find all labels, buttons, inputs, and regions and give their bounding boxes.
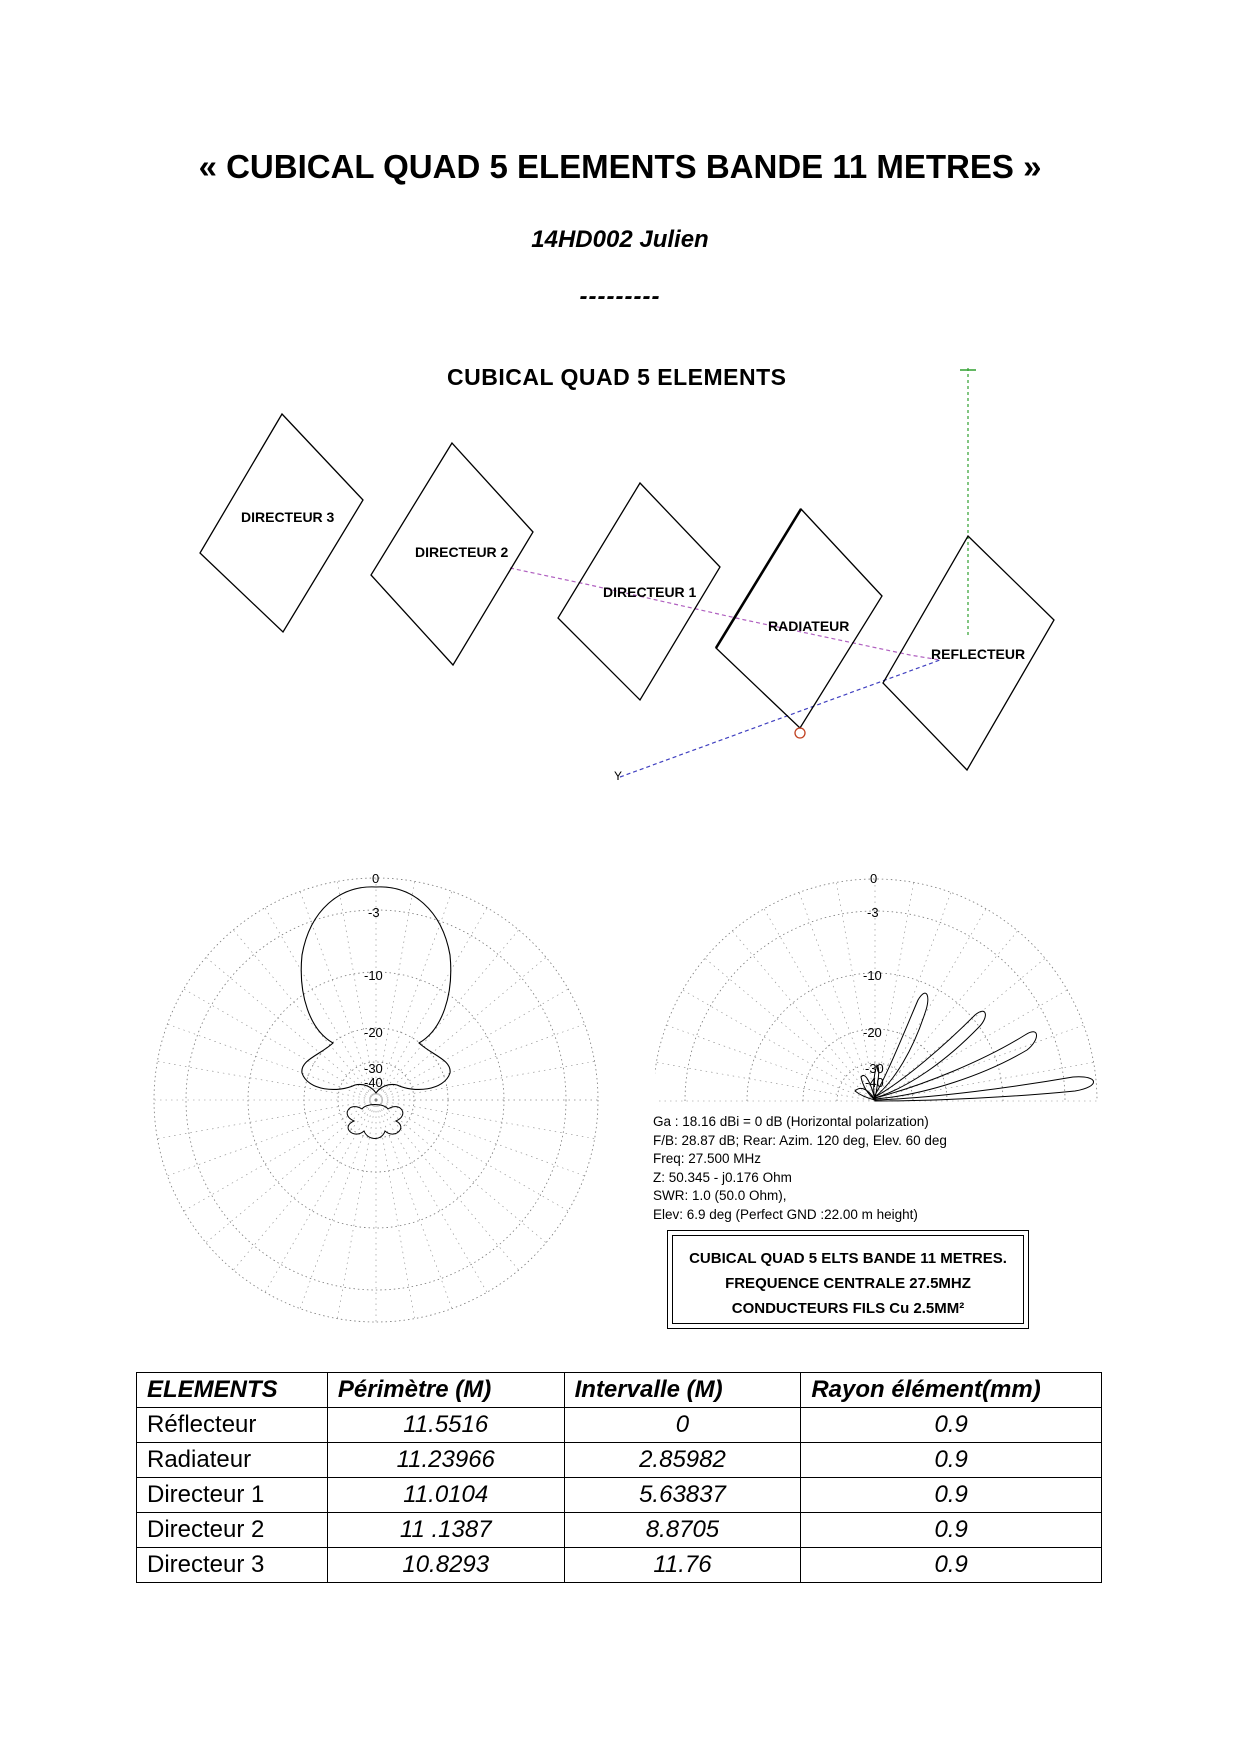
grid-spoke — [376, 989, 568, 1100]
azimuth-polar-plot — [150, 865, 610, 1335]
el-tick-0: 0 — [870, 871, 878, 886]
grid-spoke — [233, 930, 376, 1100]
table-header-row — [137, 1373, 1102, 1408]
boom-line — [510, 568, 940, 660]
caption-line-2: FREQUENCE CENTRALE 27.5MHZ — [725, 1275, 971, 1292]
directeur3-label: DIRECTEUR 3 — [241, 509, 335, 525]
directeur1-label: DIRECTEUR 1 — [603, 584, 697, 600]
az-tick-30: -30 — [364, 1061, 383, 1076]
table-row — [137, 1443, 1102, 1478]
elevation-lobe-2 — [875, 1032, 1037, 1099]
caption-box — [667, 1230, 1029, 1329]
info-front-back: F/B: 28.87 dB; Rear: Azim. 120 deg, Elev. 60 deg — [653, 1132, 947, 1148]
caption-line-1: CUBICAL QUAD 5 ELTS BANDE 11 METRES. — [689, 1250, 1007, 1267]
cell-intervalle: 5.63837 — [564, 1478, 801, 1513]
antenna-diagram — [0, 0, 1240, 800]
cell-rayon: 0.9 — [801, 1478, 1102, 1513]
title-separator: --------- — [579, 283, 661, 310]
grid-spoke — [875, 892, 951, 1101]
grid-spoke — [376, 1100, 487, 1292]
grid-spoke — [376, 1061, 595, 1100]
grid-spoke — [666, 1025, 875, 1101]
cell-element: Directeur 1 — [137, 1478, 328, 1513]
cell-perimetre: 11 .1387 — [327, 1513, 564, 1548]
caption-box-inner — [672, 1235, 1024, 1324]
document-title: « CUBICAL QUAD 5 ELEMENTS BANDE 11 METRES » — [198, 148, 1042, 185]
azimuth-grid — [154, 878, 598, 1322]
grid-spoke — [184, 989, 376, 1100]
grid-spoke — [705, 958, 875, 1101]
grid-spoke — [376, 1100, 415, 1319]
el-tick-40: -40 — [865, 1075, 884, 1090]
el-tick-30: -30 — [865, 1061, 884, 1076]
grid-spoke — [157, 1061, 376, 1100]
grid-spoke — [656, 1062, 875, 1101]
az-tick-20: -20 — [364, 1025, 383, 1040]
cell-perimetre: 11.23966 — [327, 1443, 564, 1478]
caption-line-3: CONDUCTEURS FILS Cu 2.5MM² — [731, 1300, 965, 1317]
directeur2-label: DIRECTEUR 2 — [415, 544, 509, 560]
grid-spoke — [875, 931, 1018, 1101]
reflecteur-label: REFLECTEUR — [931, 646, 1026, 662]
table-row — [137, 1478, 1102, 1513]
grid-spoke — [376, 1100, 546, 1243]
diagram-title: CUBICAL QUAD 5 ELEMENTS — [447, 364, 787, 390]
elevation-polar-plot — [655, 865, 1105, 1115]
cell-intervalle: 11.76 — [564, 1548, 801, 1583]
header-perimetre: Périmètre (M) — [327, 1373, 564, 1408]
info-swr: SWR: 1.0 (50.0 Ohm), — [653, 1188, 787, 1203]
az-tick-0: 0 — [372, 871, 380, 886]
grid-spoke — [376, 1100, 585, 1176]
table-row — [137, 1548, 1102, 1583]
header-rayon: Rayon élément(mm) — [801, 1373, 1102, 1408]
y-axis-label: Y — [614, 769, 623, 783]
simulation-info — [653, 1113, 947, 1224]
cell-rayon: 0.9 — [801, 1513, 1102, 1548]
grid-spoke — [875, 909, 986, 1101]
cell-perimetre: 10.8293 — [327, 1548, 564, 1583]
cell-element: Directeur 2 — [137, 1513, 328, 1548]
grid-spoke — [875, 990, 1067, 1101]
y-axis-line — [620, 660, 940, 777]
cell-element: Radiateur — [137, 1443, 328, 1478]
cell-element: Directeur 3 — [137, 1548, 328, 1583]
info-elevation: Elev: 6.9 deg (Perfect GND :22.00 m height) — [653, 1206, 918, 1222]
cell-rayon: 0.9 — [801, 1548, 1102, 1583]
grid-spoke — [764, 909, 875, 1101]
cell-intervalle: 8.8705 — [564, 1513, 801, 1548]
cell-intervalle: 2.85982 — [564, 1443, 801, 1478]
header-intervalle: Intervalle (M) — [564, 1373, 801, 1408]
el-tick-20: -20 — [863, 1025, 882, 1040]
grid-spoke — [376, 1100, 519, 1270]
grid-spoke — [683, 990, 875, 1101]
cell-rayon: 0.9 — [801, 1408, 1102, 1443]
cell-perimetre: 11.5516 — [327, 1408, 564, 1443]
grid-spoke — [376, 957, 546, 1100]
document-author: 14HD002 Julien — [531, 226, 709, 253]
azimuth-back-lobes — [347, 1105, 403, 1139]
dimensions-table — [136, 1372, 1102, 1583]
table-row — [137, 1408, 1102, 1443]
info-frequency: Freq: 27.500 MHz — [653, 1151, 762, 1166]
grid-spoke — [732, 931, 875, 1101]
info-impedance: Z: 50.345 - j0.176 Ohm — [653, 1169, 792, 1185]
header-elements: ELEMENTS — [137, 1373, 328, 1408]
cell-rayon: 0.9 — [801, 1443, 1102, 1478]
elevation-main-lobe — [875, 1077, 1094, 1101]
cell-element: Réflecteur — [137, 1408, 328, 1443]
cell-perimetre: 11.0104 — [327, 1478, 564, 1513]
grid-spoke — [184, 1100, 376, 1211]
grid-spoke — [233, 1100, 376, 1270]
info-gain: Ga : 18.16 dBi = 0 dB (Horizontal polarization) — [653, 1114, 929, 1129]
grid-spoke — [376, 908, 487, 1100]
az-tick-3: -3 — [368, 905, 380, 920]
az-tick-10: -10 — [364, 968, 383, 983]
grid-spoke — [206, 1100, 376, 1243]
grid-spoke — [265, 908, 376, 1100]
grid-spoke — [206, 957, 376, 1100]
el-tick-10: -10 — [863, 968, 882, 983]
el-tick-3: -3 — [867, 905, 879, 920]
grid-spoke — [337, 1100, 376, 1319]
grid-spoke — [265, 1100, 376, 1292]
grid-spoke — [376, 1100, 568, 1211]
table-row — [137, 1513, 1102, 1548]
feed-point — [795, 728, 805, 738]
grid-spoke — [376, 930, 519, 1100]
cell-intervalle: 0 — [564, 1408, 801, 1443]
radiateur-label: RADIATEUR — [768, 618, 850, 634]
az-tick-40: -40 — [364, 1075, 383, 1090]
grid-spoke — [376, 1100, 595, 1139]
